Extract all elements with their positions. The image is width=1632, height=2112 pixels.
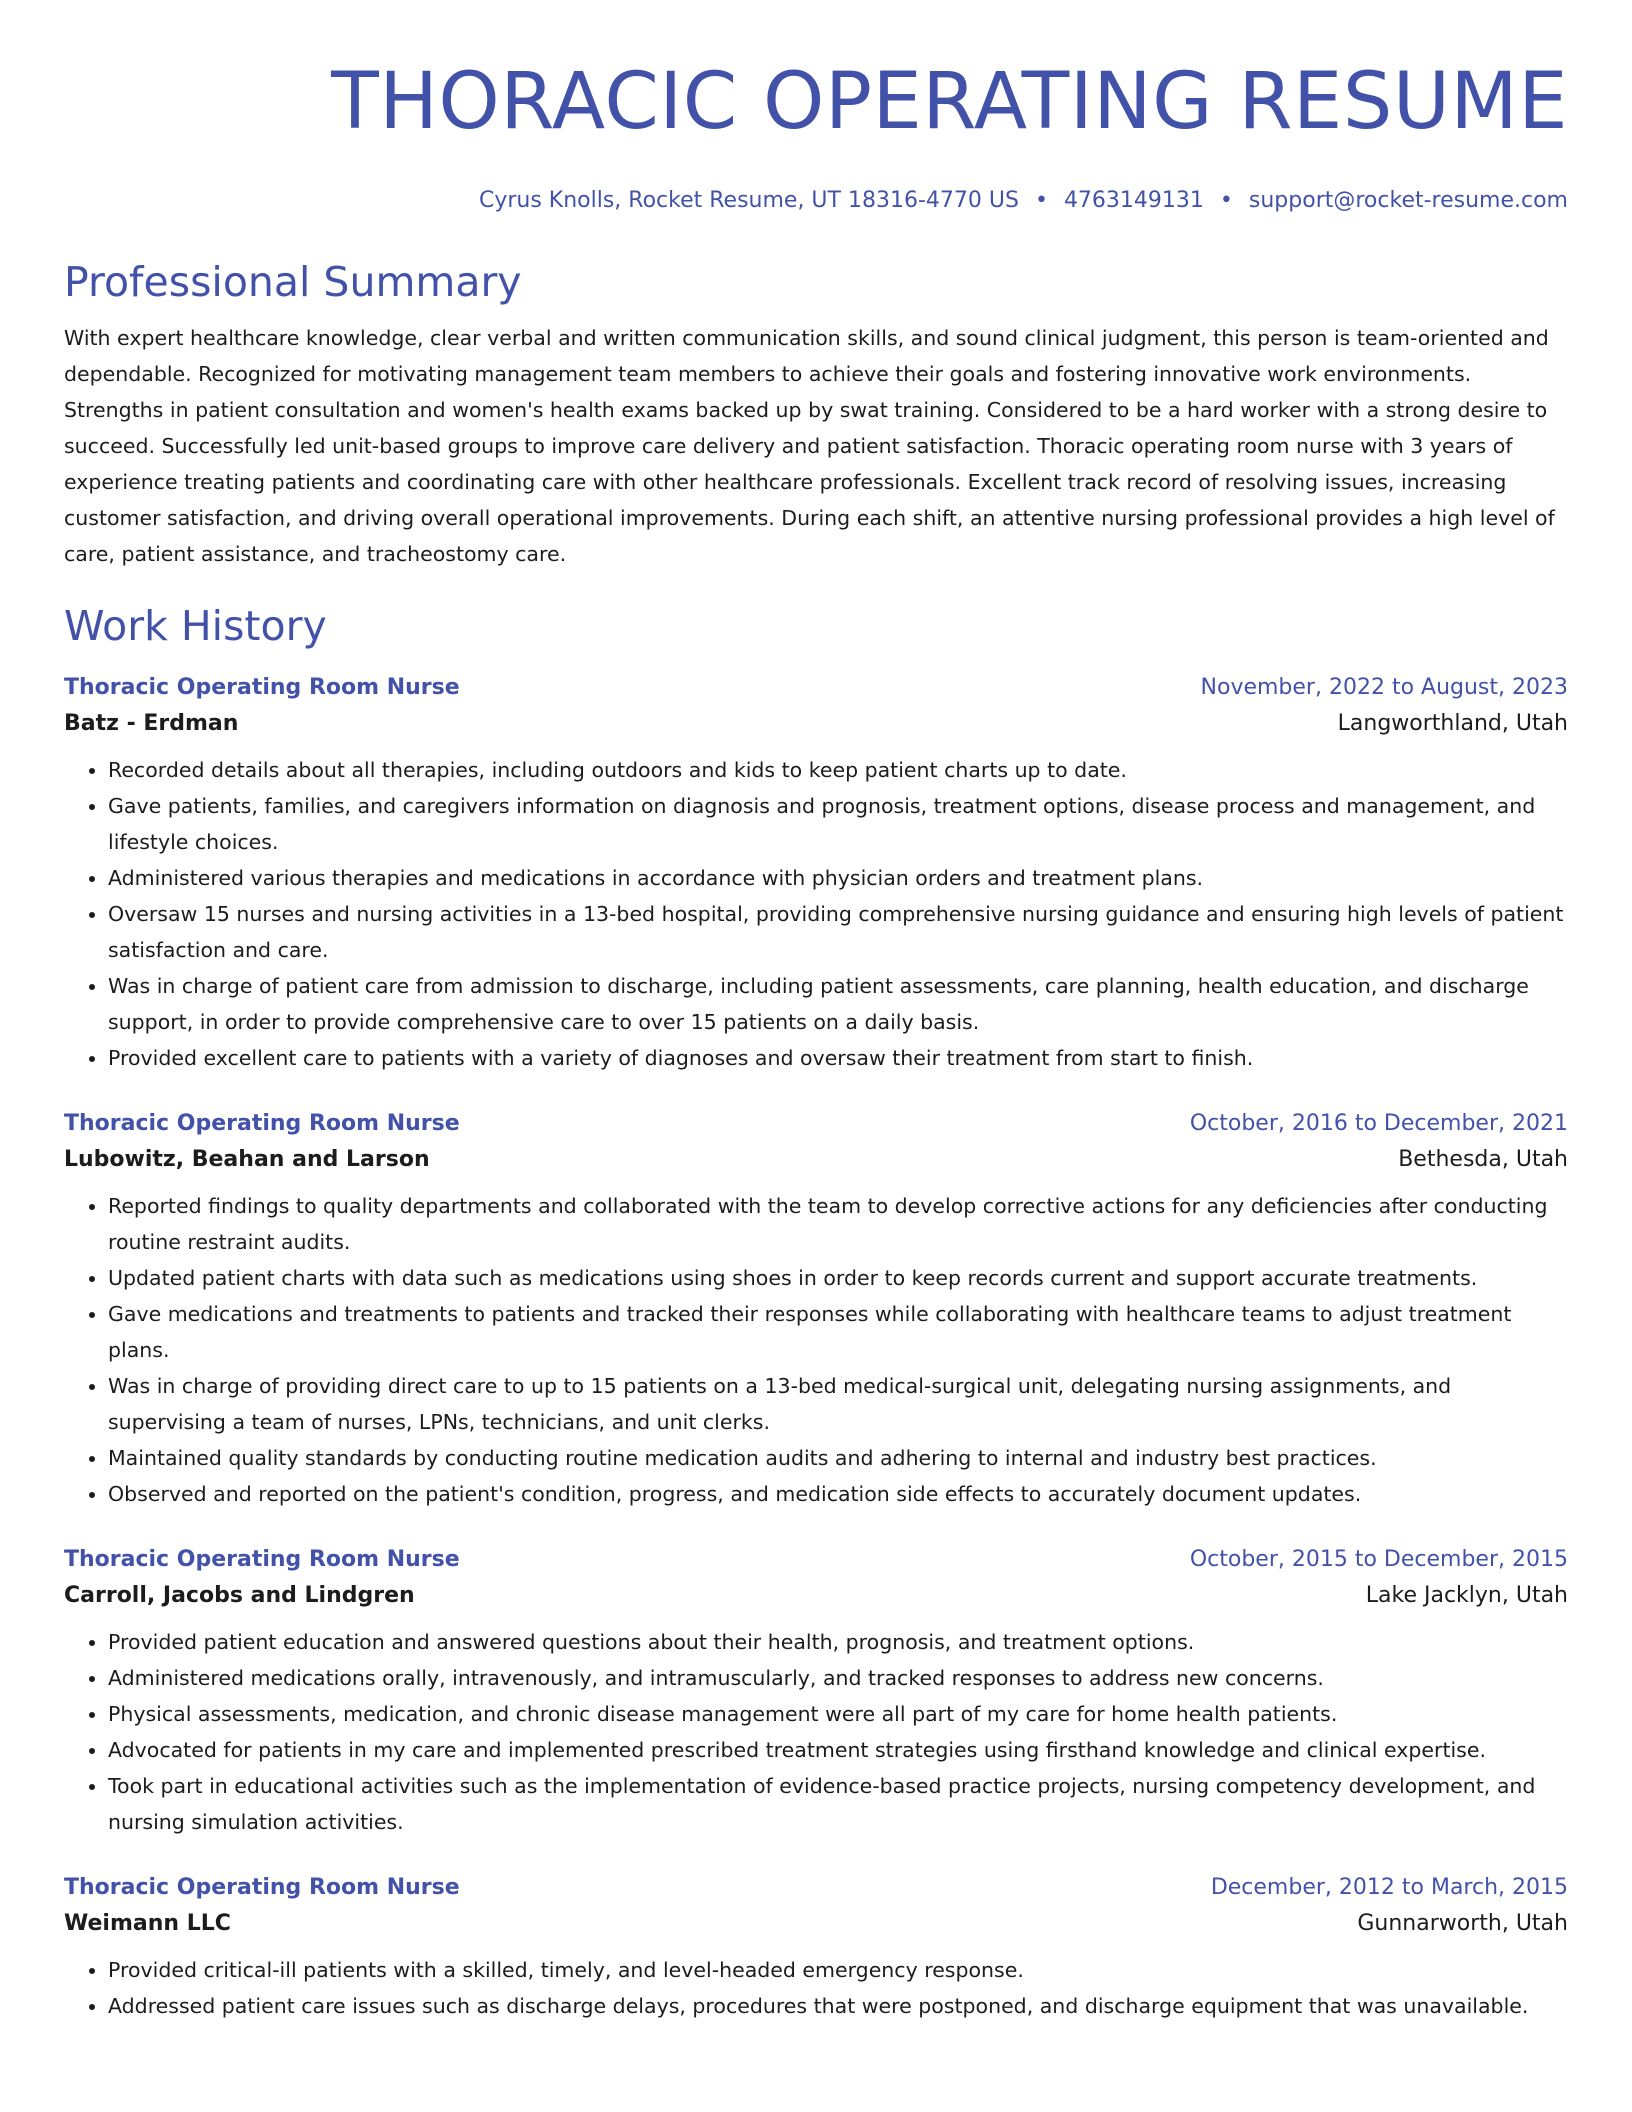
job-dates: November, 2022 to August, 2023 <box>1200 675 1568 700</box>
job-entry <box>64 1542 1568 1840</box>
job-header-row <box>64 670 1568 706</box>
job-company-row <box>64 1142 1568 1178</box>
job-bullet: • Updated patient charts with data such as medications using shoes in order to keep records current and support accurate treatments. <box>108 1260 1568 1296</box>
job-bullet: • Physical assessments, medication, and chronic disease management were all part of my care for home health patients. <box>108 1696 1568 1732</box>
work-history-list <box>64 670 1568 2024</box>
job-title: Thoracic Operating Room Nurse <box>64 1111 460 1136</box>
job-bullet: • Maintained quality standards by conducting routine medication audits and adhering to internal and industry best practices. <box>108 1440 1568 1476</box>
contact-separator: • <box>1034 188 1048 213</box>
job-location: Gunnarworth, Utah <box>1357 1911 1568 1936</box>
job-bullet: • Oversaw 15 nurses and nursing activities in a 13-bed hospital, providing comprehensive nursing guidance and ensuring high levels of patient satisfaction and care. <box>108 896 1568 968</box>
job-bullet: • Took part in educational activities such as the implementation of evidence-based practice projects, nursing competency development, and nursing simulation activities. <box>108 1768 1568 1840</box>
job-title: Thoracic Operating Room Nurse <box>64 675 460 700</box>
job-header-row <box>64 1106 1568 1142</box>
job-company: Lubowitz, Beahan and Larson <box>64 1147 430 1172</box>
job-bullet: • Addressed patient care issues such as discharge delays, procedures that were postponed, and discharge equipment that was unavailable. <box>108 1988 1568 2024</box>
job-bullet-list <box>64 752 1568 1076</box>
job-dates: December, 2012 to March, 2015 <box>1210 1875 1568 1900</box>
contact-address: Cyrus Knolls, Rocket Resume, UT 18316-4770 US <box>478 188 1019 213</box>
job-title: Thoracic Operating Room Nurse <box>64 1547 460 1572</box>
resume-page <box>64 0 1568 2024</box>
job-bullet: • Gave patients, families, and caregivers information on diagnosis and prognosis, treatment options, disease process and management, and lifestyle choices. <box>108 788 1568 860</box>
job-company-row <box>64 1906 1568 1942</box>
work-history-heading: Work History <box>64 602 327 650</box>
job-company-row <box>64 1578 1568 1614</box>
job-entry <box>64 1870 1568 2024</box>
job-bullet-list <box>64 1952 1568 2024</box>
job-company: Carroll, Jacobs and Lindgren <box>64 1583 415 1608</box>
job-bullet: • Administered various therapies and medications in accordance with physician orders and treatment plans. <box>108 860 1568 896</box>
job-location: Lake Jacklyn, Utah <box>1365 1583 1568 1608</box>
job-title: Thoracic Operating Room Nurse <box>64 1875 460 1900</box>
job-dates: October, 2016 to December, 2021 <box>1189 1111 1568 1136</box>
job-header-row <box>64 1870 1568 1906</box>
job-bullet: • Was in charge of providing direct care to up to 15 patients on a 13-bed medical-surgical unit, delegating nursing assignments, and supervising a team of nurses, LPNs, technicians, and unit clerks. <box>108 1368 1568 1440</box>
resume-title: THORACIC OPERATING RESUME <box>331 57 1568 147</box>
job-entry <box>64 1106 1568 1512</box>
job-location: Bethesda, Utah <box>1398 1147 1568 1172</box>
job-company-row <box>64 706 1568 742</box>
job-bullet: • Provided excellent care to patients with a variety of diagnoses and oversaw their treatment from start to finish. <box>108 1040 1568 1076</box>
job-bullet: • Gave medications and treatments to patients and tracked their responses while collaborating with healthcare teams to adjust treatment plans. <box>108 1296 1568 1368</box>
summary-heading: Professional Summary <box>64 258 522 306</box>
job-company: Weimann LLC <box>64 1911 231 1936</box>
job-bullet-list <box>64 1624 1568 1840</box>
job-bullet: • Advocated for patients in my care and implemented prescribed treatment strategies using firsthand knowledge and clinical expertise. <box>108 1732 1568 1768</box>
contact-phone: 4763149131 <box>1063 188 1204 213</box>
job-company: Batz - Erdman <box>64 711 239 736</box>
contact-line <box>64 186 1568 216</box>
job-bullet: • Administered medications orally, intravenously, and intramuscularly, and tracked responses to address new concerns. <box>108 1660 1568 1696</box>
job-bullet: • Recorded details about all therapies, including outdoors and kids to keep patient charts up to date. <box>108 752 1568 788</box>
job-bullet: • Was in charge of patient care from admission to discharge, including patient assessments, care planning, health education, and discharge support, in order to provide comprehensive care to over 15 patients on a daily basis. <box>108 968 1568 1040</box>
contact-separator: • <box>1219 188 1233 213</box>
job-bullet: • Provided patient education and answered questions about their health, prognosis, and treatment options. <box>108 1624 1568 1660</box>
job-bullet: • Reported findings to quality departments and collaborated with the team to develop corrective actions for any deficiencies after conducting routine restraint audits. <box>108 1188 1568 1260</box>
job-bullet-list <box>64 1188 1568 1512</box>
job-header-row <box>64 1542 1568 1578</box>
job-bullet: • Provided critical-ill patients with a skilled, timely, and level-headed emergency response. <box>108 1952 1568 1988</box>
contact-email: support@rocket-resume.com <box>1248 188 1568 213</box>
job-entry <box>64 670 1568 1076</box>
job-dates: October, 2015 to December, 2015 <box>1189 1547 1568 1572</box>
job-location: Langworthland, Utah <box>1337 711 1568 736</box>
job-bullet: • Observed and reported on the patient's condition, progress, and medication side effects to accurately document updates. <box>108 1476 1568 1512</box>
summary-text: With expert healthcare knowledge, clear verbal and written communication skills, and sound clinical judgment, this person is team-oriented and dependable. Recognized for motivating management team members to achieve their goals and fostering innovative work environments. Strengths in patient consultation and women's health exams backed up by swat training. Considered to be a hard worker with a strong desire to succeed. Successfully led unit-based groups to improve care delivery and patient satisfaction. Thoracic operating room nurse with 3 years of experience treating patients and coordinating care with other healthcare professionals. Excellent track record of resolving issues, increasing customer satisfaction, and driving overall operational improvements. During each shift, an attentive nursing professional provides a high level of care, patient assistance, and tracheostomy care. <box>64 326 1555 566</box>
